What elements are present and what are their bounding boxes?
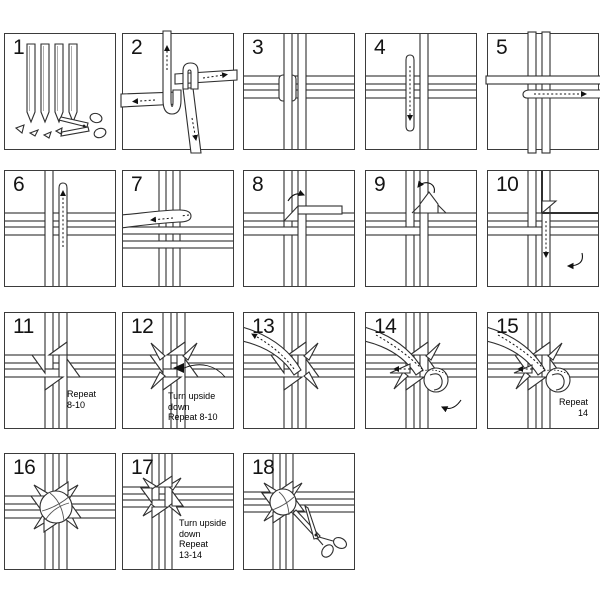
step-panel-10	[487, 170, 599, 287]
step-number: 6	[13, 173, 25, 196]
rotate-counterclockwise-arrow-icon	[568, 253, 582, 266]
step-panel-3	[243, 33, 355, 150]
star-points	[32, 342, 80, 390]
step-panel-11	[4, 312, 116, 429]
scissors-icon	[59, 112, 107, 139]
scissors-icon	[293, 506, 348, 559]
step-panel-2	[122, 33, 234, 150]
step-panel-18	[243, 453, 355, 570]
step-number: 5	[496, 36, 508, 59]
step-number: 8	[252, 173, 264, 196]
step-number: 17	[131, 456, 154, 479]
step-number: 7	[131, 173, 143, 196]
step-number: 13	[252, 315, 275, 338]
step-panel-8	[243, 170, 355, 287]
step-note: Repeat 14	[558, 397, 588, 418]
step-number: 11	[13, 315, 34, 338]
step-number: 18	[252, 456, 275, 479]
step-panel-13	[243, 312, 355, 429]
step-panel-1	[4, 33, 116, 150]
step-panel-9	[365, 170, 477, 287]
step-panel-14	[365, 312, 477, 429]
step-note: Turn upside down Repeat 8-10	[168, 391, 218, 422]
step-number: 15	[496, 315, 519, 338]
step-panel-6	[4, 170, 116, 287]
rotate-counterclockwise-arrow-icon	[442, 400, 461, 408]
step-note: Turn upside down Repeat 13-14	[179, 518, 227, 560]
center-loop	[270, 489, 296, 515]
step-panel-15	[487, 312, 599, 429]
step-panel-7	[122, 170, 234, 287]
star-points	[141, 476, 183, 518]
step-number: 12	[131, 315, 154, 338]
step-panel-12	[122, 312, 234, 429]
step-number: 9	[374, 173, 386, 196]
step-panel-17	[122, 453, 234, 570]
step-note: Repeat 8-10	[67, 389, 97, 410]
paper-strips-icon	[27, 44, 77, 122]
step-panel-5	[487, 33, 599, 150]
center-loop	[40, 491, 72, 523]
step-number: 2	[131, 36, 143, 59]
step-number: 16	[13, 456, 36, 479]
step-number: 1	[13, 36, 25, 59]
step-number: 3	[252, 36, 264, 59]
step-panel-4	[365, 33, 477, 150]
step-number: 4	[374, 36, 386, 59]
step-number: 14	[374, 315, 397, 338]
point-fold	[412, 192, 446, 213]
step-number: 10	[496, 173, 519, 196]
cut-scraps-icon	[16, 125, 62, 138]
step-panel-16	[4, 453, 116, 570]
